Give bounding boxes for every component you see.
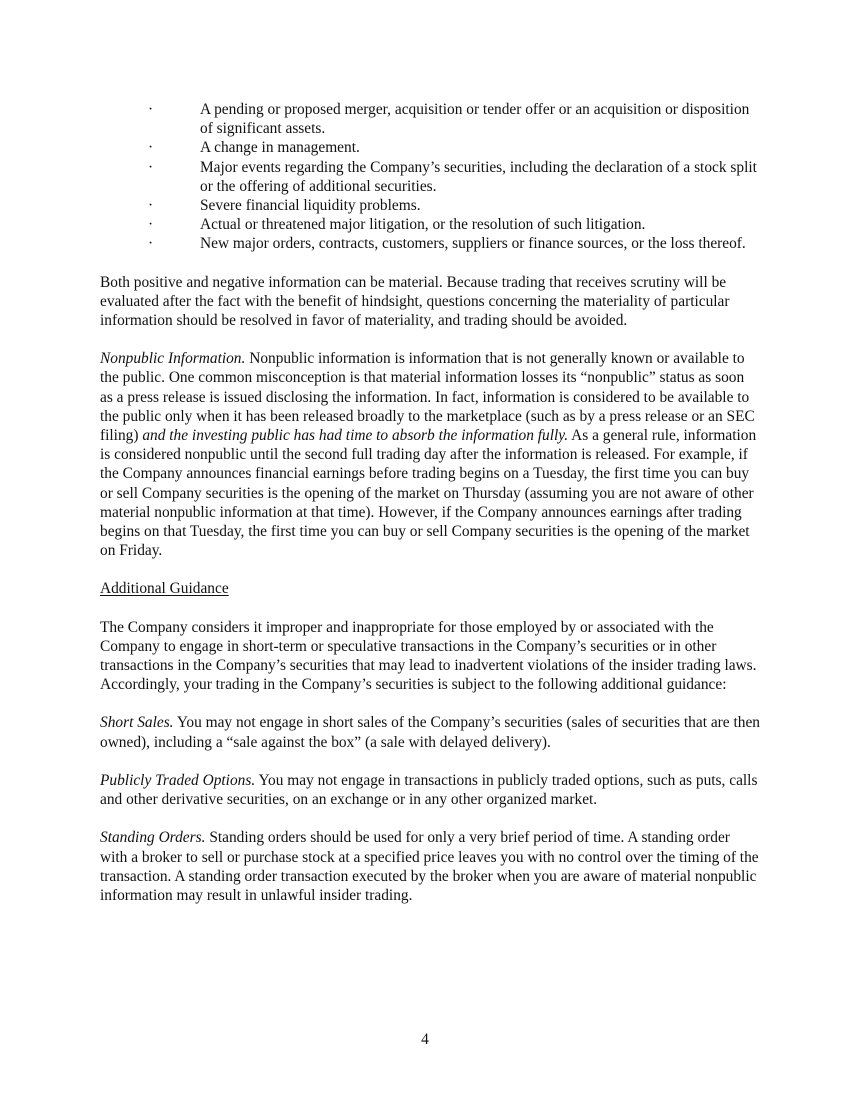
short-sales-paragraph bbox=[100, 713, 760, 751]
spacer bbox=[100, 254, 760, 273]
nonpublic-italic-text: and the investing public has had time to absorb the information fully. bbox=[142, 427, 569, 445]
bullet-icon: · bbox=[148, 158, 154, 176]
bullet-icon: · bbox=[148, 197, 154, 215]
bullet-icon: · bbox=[148, 139, 154, 157]
document-page bbox=[100, 100, 760, 905]
list-item-text: A change in management. bbox=[200, 139, 360, 157]
list-item bbox=[100, 158, 760, 196]
list-item-text: New major orders, contracts, customers, suppliers or finance sources, or the loss thereof. bbox=[200, 235, 746, 253]
nonpublic-title: Nonpublic Information. bbox=[100, 350, 246, 368]
list-item-text: Severe financial liquidity problems. bbox=[200, 197, 421, 215]
list-item bbox=[100, 234, 760, 253]
nonpublic-text-1: Nonpublic information is information that is not generally known or available to the public. One common misconception is that material information losses its “nonpublic” status as soon as a press release is issued disclosing the information. In fact, information is considered to be available to the public only when it has been released broadly to the marketplace (such as by a press release or an SEC filing) bbox=[100, 350, 755, 445]
options-title: Publicly Traded Options. bbox=[100, 771, 256, 789]
nonpublic-information-paragraph bbox=[100, 349, 760, 560]
standing-orders-title: Standing Orders. bbox=[100, 829, 206, 847]
list-item bbox=[100, 215, 760, 234]
list-item bbox=[100, 100, 760, 138]
materiality-paragraph: Both positive and negative information can be material. Because trading that receives scrutiny will be evaluated after the fact with the benefit of hindsight, questions concerning the materiality of particular information should be resolved in favor of materiality, and trading should be avoided. bbox=[100, 273, 730, 330]
spacer bbox=[100, 599, 760, 618]
list-item-text: Major events regarding the Company’s securities, including the declaration of a stock split or the offering of additional securities. bbox=[200, 158, 757, 195]
page-number: 4 bbox=[421, 1031, 429, 1048]
options-text: You may not engage in transactions in publicly traded options, such as puts, calls and other derivative securities, on an exchange or in any other organized market. bbox=[100, 771, 758, 809]
additional-guidance-intro: The Company considers it improper and inappropriate for those employed by or associated with the Company to engage in short-term or speculative transactions in the Company’s securities or in other transactions in the Company’s securities that may lead to inadvertent violations of the insider trading laws. Accordingly, your trading in the Company’s securities is subject to the following additional guidance: bbox=[100, 618, 757, 694]
short-sales-title: Short Sales. bbox=[100, 714, 174, 732]
list-item-text: Actual or threatened major litigation, or the resolution of such litigation. bbox=[200, 216, 646, 234]
spacer bbox=[100, 809, 760, 828]
standing-orders-paragraph bbox=[100, 828, 760, 905]
spacer bbox=[100, 560, 760, 579]
bullet-icon: · bbox=[148, 216, 154, 234]
list-item bbox=[100, 196, 760, 215]
short-sales-text: You may not engage in short sales of the Company’s securities (sales of securities that are then owned), including a “sale against the box” (a sale with delayed delivery). bbox=[100, 714, 760, 751]
spacer bbox=[100, 330, 760, 349]
list-item-text: A pending or proposed merger, acquisition or tender offer or an acquisition or disposition of significant assets. bbox=[200, 101, 750, 138]
spacer bbox=[100, 694, 760, 713]
bullet-icon: · bbox=[148, 101, 154, 118]
options-paragraph bbox=[100, 771, 760, 809]
bullet-icon: · bbox=[148, 235, 154, 253]
spacer bbox=[100, 752, 760, 771]
material-events-list bbox=[100, 100, 760, 254]
nonpublic-text-2: As a general rule, information is considered nonpublic until the second full trading day after the information is released. For example, if the Company announces financial earnings before trading begins on a Tuesday, the first time you can buy or sell Company securities is the opening of the market on Thursday (assuming you are not aware of other material nonpublic information at that time). However, if the Company announces earnings after trading begins on that Tuesday, the first time you can buy or sell Company securities is the opening of the market on Friday. bbox=[100, 427, 757, 560]
additional-guidance-heading: Additional Guidance bbox=[100, 580, 229, 598]
list-item bbox=[100, 138, 760, 157]
standing-orders-text: Standing orders should be used for only a very brief period of time. A standing order with a broker to sell or purchase stock at a specified price leaves you with no control over the timing of the transaction. A standing order transaction executed by the broker when you are aware of material nonpublic information may result in unlawful insider trading. bbox=[100, 829, 759, 904]
